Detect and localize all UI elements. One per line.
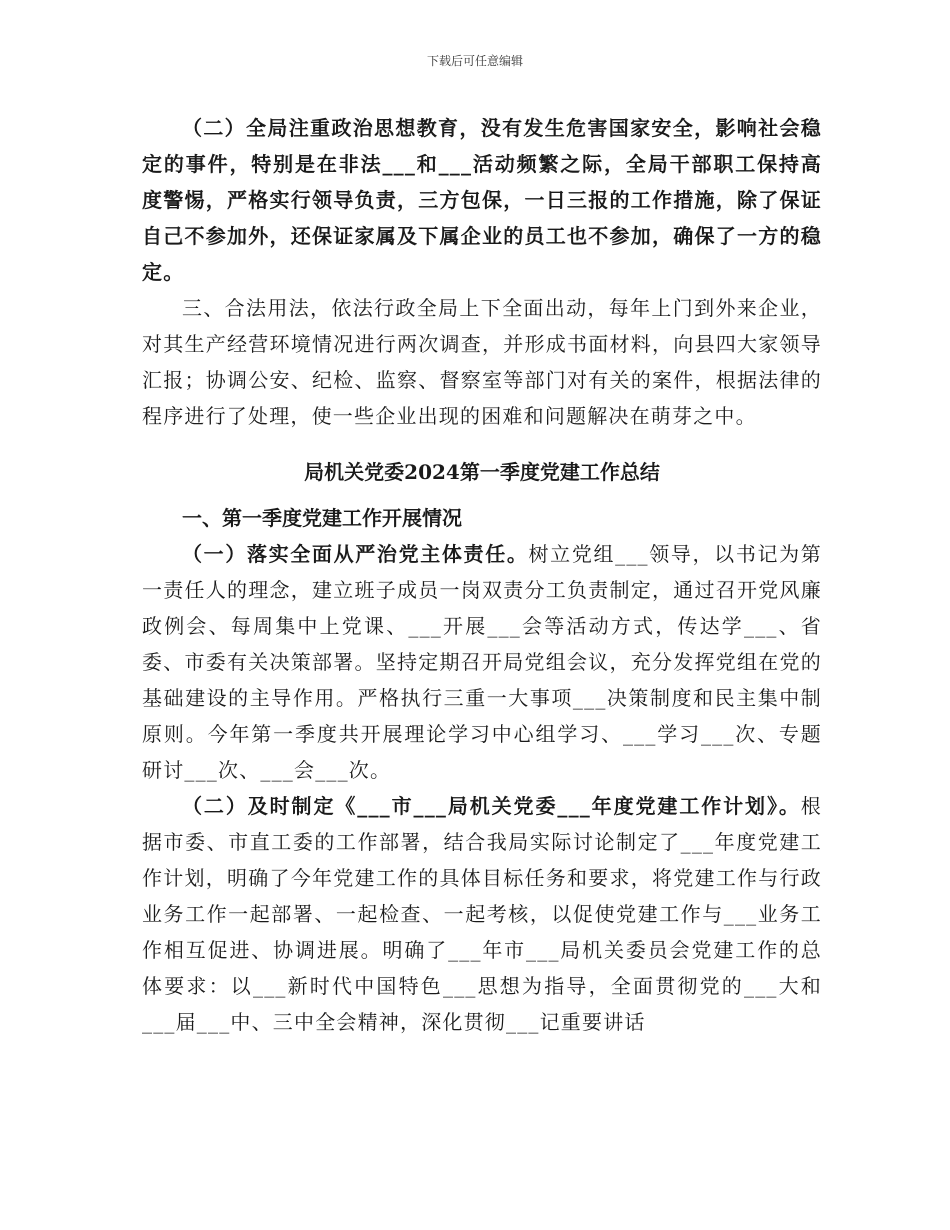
subheading-plan: （二）及时制定《___市___局机关党委___年度党建工作计划》。: [182, 794, 801, 818]
paragraph-plan: [142, 788, 822, 1040]
document-body: [142, 110, 822, 1040]
paragraph-political-education: （二）全局注重政治思想教育，没有发生危害国家安全，影响社会稳定的事件，特别是在非法___和___活动频繁之际，全局干部职工保持高度警惕，严格实行领导负责，三方包保，一日三报的工作措施，除了保证自己不参加外，还保证家属及下属企业的员工也不参加，确保了一方的稳定。: [142, 116, 822, 284]
section-heading-1: 一、第一季度党建工作开展情况: [182, 506, 462, 530]
paragraph-lawful-administration: 三、合法用法，依法行政全局上下全面出动，每年上门到外来企业，对其生产经营环境情况进行两次调查，并形成书面材料，向县四大家领导汇报；协调公安、纪检、监察、督察室等部门对有关的案件，根据法律的程序进行了处理，使一些企业出现的困难和问题解决在萌芽之中。: [142, 296, 822, 428]
document-title: 局机关党委2024第一季度党建工作总结: [304, 460, 660, 484]
paragraph-responsibility: [142, 536, 822, 788]
subheading-responsibility: （一）落实全面从严治党主体责任。: [182, 542, 529, 566]
body-plan: 根据市委、市直工委的工作部署，结合我局实际讨论制定了___年度党建工作计划，明确了今年党建工作的具体目标任务和要求，将党建工作与行政业务工作一起部署、一起检查、一起考核，以促使党建工作与___业务工作相互促进、协调进展。明确了___年市___局机关委员会党建工作的总体要求：以___新时代中国特色___思想为指导，全面贯彻党的___大和___届___中、三中全会精神，深化贯彻___记重要讲话: [142, 794, 822, 1034]
body-responsibility: 树立党组___领导，以书记为第一责任人的理念，建立班子成员一岗双责分工负责制定，通过召开党风廉政例会、每周集中上党课、___开展___会等活动方式，传达学___、省委、市委有关决策部署。坚持定期召开局党组会议，充分发挥党组在党的基础建设的主导作用。严格执行三重一大事项___决策制度和民主集中制原则。今年第一季度共开展理论学习中心组学习、___学习___次、专题研讨___次、___会___次。: [142, 542, 822, 782]
page-header: 下载后可任意编辑: [426, 54, 523, 68]
